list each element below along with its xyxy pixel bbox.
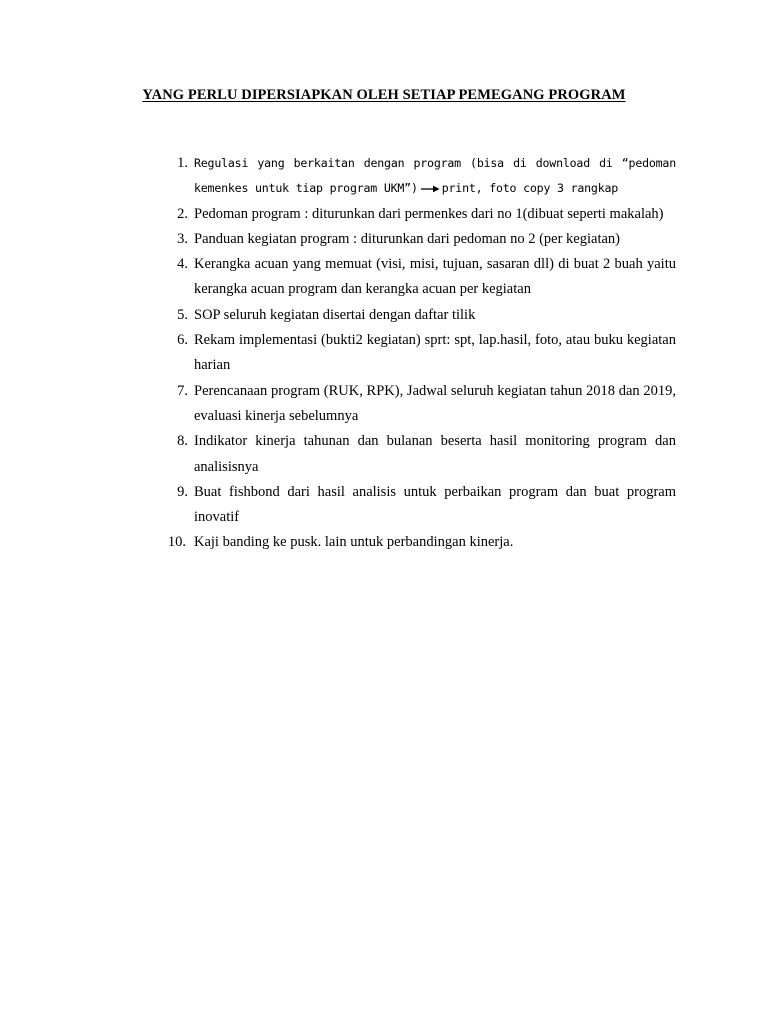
list-item	[160, 429, 676, 480]
list-item-text: Panduan kegiatan program : diturunkan dari pedoman no 2 (per kegiatan)	[194, 230, 621, 247]
page-title	[0, 87, 768, 104]
list-item-text: Indikator kinerja tahunan dan bulanan beserta hasil monitoring program dan analisisnya	[194, 433, 676, 475]
list-item-text	[194, 151, 676, 202]
list-item-number: 5.	[177, 306, 188, 323]
list-item	[160, 202, 676, 227]
list-item-text: SOP seluruh kegiatan disertai dengan daftar tilik	[194, 306, 476, 323]
list-item-text: Perencanaan program (RUK, RPK), Jadwal seluruh kegiatan tahun 2018 dan 2019, evaluasi kinerja sebelumnya	[194, 382, 676, 424]
list-item	[160, 379, 676, 430]
page-title-text: YANG PERLU DIPERSIAPKAN OLEH SETIAP PEMEGANG PROGRAM	[142, 87, 626, 103]
requirements-list	[160, 151, 676, 556]
list-item-number: 9.	[177, 483, 188, 500]
list-item-text: Pedoman program : diturunkan dari permenkes dari no 1(dibuat seperti makalah)	[194, 205, 664, 222]
list-item	[160, 328, 676, 379]
list-item-text: Kerangka acuan yang memuat (visi, misi, tujuan, sasaran dll) di buat 2 buah yaitu kerangka acuan program dan kerangka acuan per kegiatan	[194, 256, 676, 298]
list-item	[160, 227, 676, 252]
list-item-number: 3.	[177, 230, 188, 247]
list-item-number: 1.	[177, 155, 188, 171]
list-item	[160, 480, 676, 531]
list-item-text: Kaji banding ke pusk. lain untuk perbandingan kinerja.	[194, 534, 514, 551]
list-item-number: 10.	[167, 534, 186, 551]
list-item-number: 6.	[177, 332, 188, 349]
list-item	[160, 303, 676, 328]
list-item-number: 8.	[177, 433, 188, 450]
list-item-number: 7.	[177, 382, 188, 399]
list-item	[160, 252, 676, 303]
list-item	[160, 530, 676, 555]
list-item-number: 2.	[177, 205, 188, 222]
list-item-text: Rekam implementasi (bukti2 kegiatan) sprt: spt, lap.hasil, foto, atau buku kegiatan harian	[194, 332, 676, 374]
list-item-text-part: print, foto copy 3 rangkap	[441, 181, 619, 196]
list-item-text: Buat fishbond dari hasil analisis untuk perbaikan program dan buat program inovatif	[194, 483, 676, 526]
list-item	[160, 151, 676, 202]
list-item-text-part: Regulasi yang berkaitan dengan program (bisa di download di “pedoman kemenkes untuk tiap program UKM”)	[194, 156, 676, 196]
right-arrow-icon	[420, 184, 440, 194]
list-item-number: 4.	[177, 256, 188, 273]
